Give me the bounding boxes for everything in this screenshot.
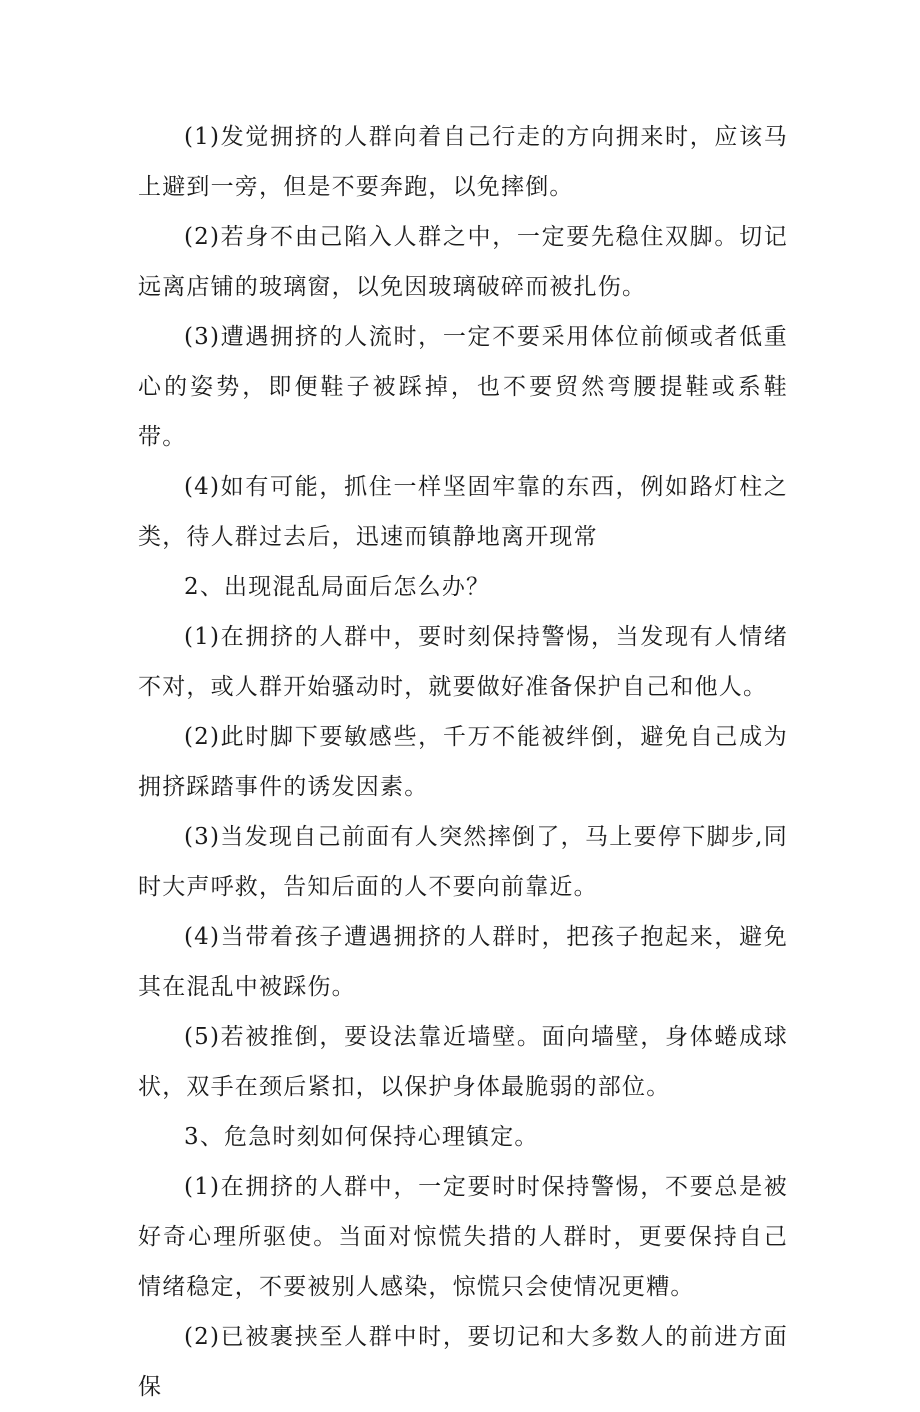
list-item: (4)当带着孩子遭遇拥挤的人群时，把孩子抱起来，避免其在混乱中被踩伤。: [138, 924, 788, 1000]
list-item: (2)若身不由己陷入人群之中，一定要先稳住双脚。切记远离店铺的玻璃窗，以免因玻璃破碎而被扎伤。: [138, 224, 788, 300]
list-item: (4)如有可能，抓住一样坚固牢靠的东西，例如路灯柱之类，待人群过去后，迅速而镇静地离开现常: [138, 474, 788, 550]
list-item: (5)若被推倒，要设法靠近墙壁。面向墙壁，身体蜷成球状，双手在颈后紧扣，以保护身体最脆弱的部位。: [138, 1024, 788, 1100]
list-item: (2)已被裹挟至人群中时，要切记和大多数人的前进方面保: [138, 1324, 788, 1400]
document-body: [138, 112, 788, 1412]
list-item: (3)当发现自己前面有人突然摔倒了，马上要停下脚步,同时大声呼救，告知后面的人不要向前靠近。: [138, 824, 788, 900]
list-item: (1)发觉拥挤的人群向着自己行走的方向拥来时，应该马上避到一旁，但是不要奔跑，以免摔倒。: [138, 124, 788, 200]
list-item: (3)遭遇拥挤的人流时，一定不要采用体位前倾或者低重心的姿势，即便鞋子被踩掉，也不要贸然弯腰提鞋或系鞋带。: [138, 324, 788, 450]
section-heading: 3、危急时刻如何保持心理镇定。: [184, 1124, 539, 1150]
list-item: (1)在拥挤的人群中，要时刻保持警惕，当发现有人情绪不对，或人群开始骚动时，就要做好准备保护自己和他人。: [138, 624, 788, 700]
list-item: (2)此时脚下要敏感些，千万不能被绊倒，避免自己成为拥挤踩踏事件的诱发因素。: [138, 724, 788, 800]
list-item: (1)在拥挤的人群中，一定要时时保持警惕，不要总是被好奇心理所驱使。当面对惊慌失措的人群时，更要保持自己情绪稳定，不要被别人感染，惊慌只会使情况更糟。: [138, 1174, 788, 1300]
section-heading: 2、出现混乱局面后怎么办？: [184, 574, 491, 600]
